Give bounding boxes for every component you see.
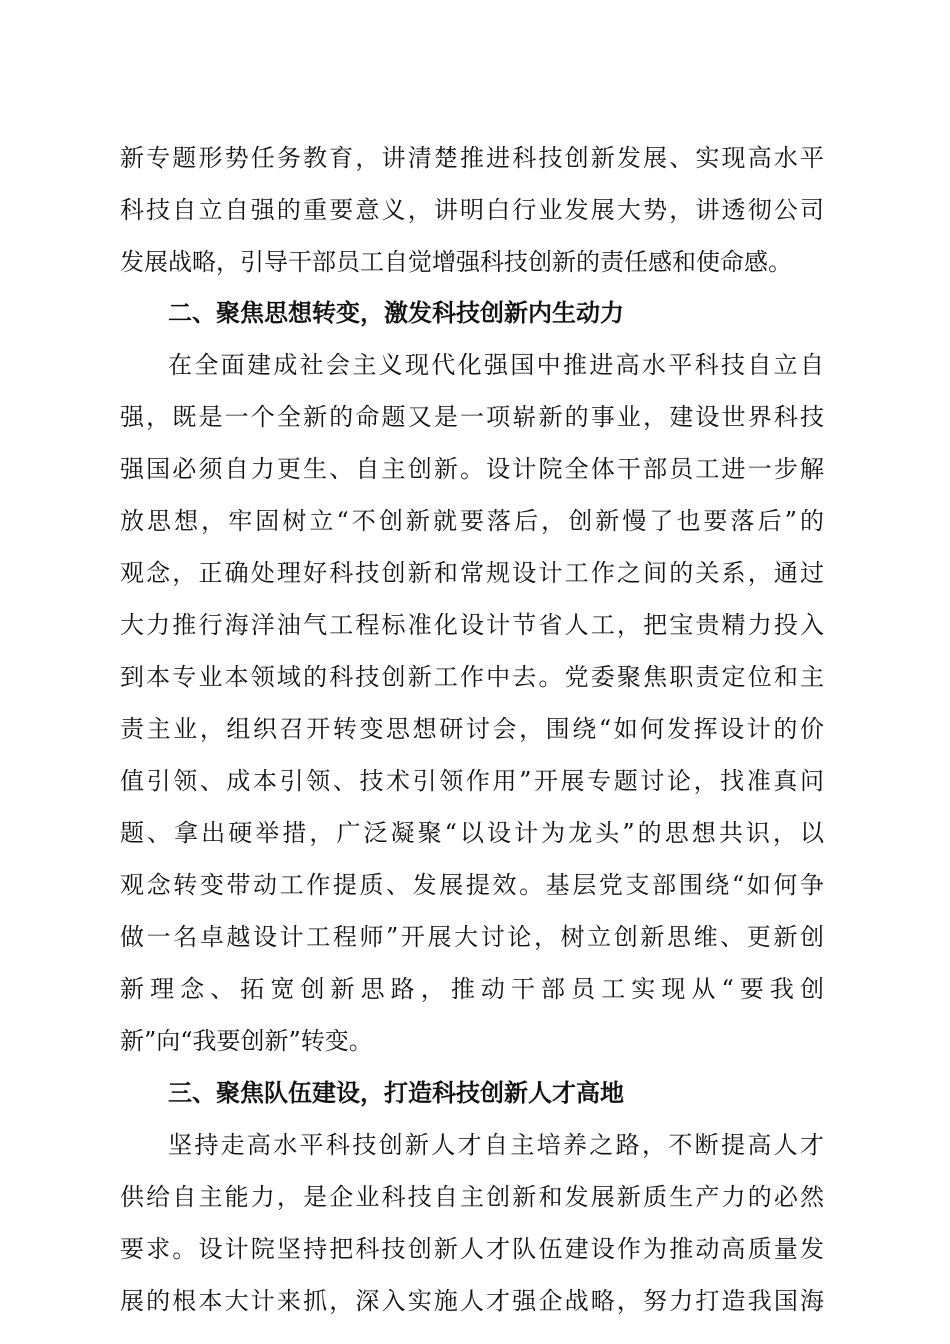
paragraph-2-line-12: 做一名卓越设计工程师”开展大讨论，树立创新思维、更新创: [120, 923, 824, 951]
paragraph-2-line-2: 强，既是一个全新的命题又是一项崭新的事业，建设世界科技: [120, 403, 824, 431]
paragraph-2-line-10: 题、拿出硬举措，广泛凝聚“以设计为龙头”的思想共识，以: [120, 819, 824, 847]
section-heading-2: 二、聚焦思想转变，激发科技创新内生动力: [168, 299, 624, 327]
paragraph-2-line-13: 新理念、拓宽创新思路，推动干部员工实现从“要我创: [120, 975, 824, 1003]
paragraph-2-line-5: 观念，正确处理好科技创新和常规设计工作之间的关系，通过: [120, 559, 824, 587]
section-heading-3: 三、聚焦队伍建设，打造科技创新人才高地: [168, 1079, 624, 1107]
paragraph-2-line-14: 新”向“我要创新”转变。: [120, 1027, 373, 1055]
paragraph-2-line-6: 大力推行海洋油气工程标准化设计节省人工，把宝贵精力投入: [120, 611, 824, 639]
paragraph-2-line-1: 在全面建成社会主义现代化强国中推进高水平科技自立自: [168, 351, 824, 379]
paragraph-3-line-1: 坚持走高水平科技创新人才自主培养之路，不断提高人才: [168, 1131, 824, 1159]
paragraph-3-line-3: 要求。设计院坚持把科技创新人才队伍建设作为推动高质量发: [120, 1235, 824, 1263]
paragraph-2-line-7: 到本专业本领域的科技创新工作中去。党委聚焦职责定位和主: [120, 663, 824, 691]
paragraph-1-line-1: 新专题形势任务教育，讲清楚推进科技创新发展、实现高水平: [120, 144, 824, 172]
paragraph-2-line-4: 放思想，牢固树立“不创新就要落后，创新慢了也要落后”的: [120, 507, 824, 535]
paragraph-3-line-2: 供给自主能力，是企业科技自主创新和发展新质生产力的必然: [120, 1183, 824, 1211]
paragraph-1-line-2: 科技自立自强的重要意义，讲明白行业发展大势，讲透彻公司: [120, 196, 824, 224]
paragraph-2-line-8: 责主业，组织召开转变思想研讨会，围绕“如何发挥设计的价: [120, 715, 824, 743]
paragraph-1-line-3: 发展战略，引导干部员工自觉增强科技创新的责任感和使命感。: [120, 248, 792, 276]
paragraph-2-line-11: 观念转变带动工作提质、发展提效。基层党支部围绕“如何争: [120, 871, 824, 899]
paragraph-3-line-4: 展的根本大计来抓，深入实施人才强企战略，努力打造我国海: [120, 1287, 824, 1315]
paragraph-2-line-3: 强国必须自力更生、自主创新。设计院全体干部员工进一步解: [120, 455, 824, 483]
paragraph-2-line-9: 值引领、成本引领、技术引领作用”开展专题讨论，找准真问: [120, 767, 824, 795]
